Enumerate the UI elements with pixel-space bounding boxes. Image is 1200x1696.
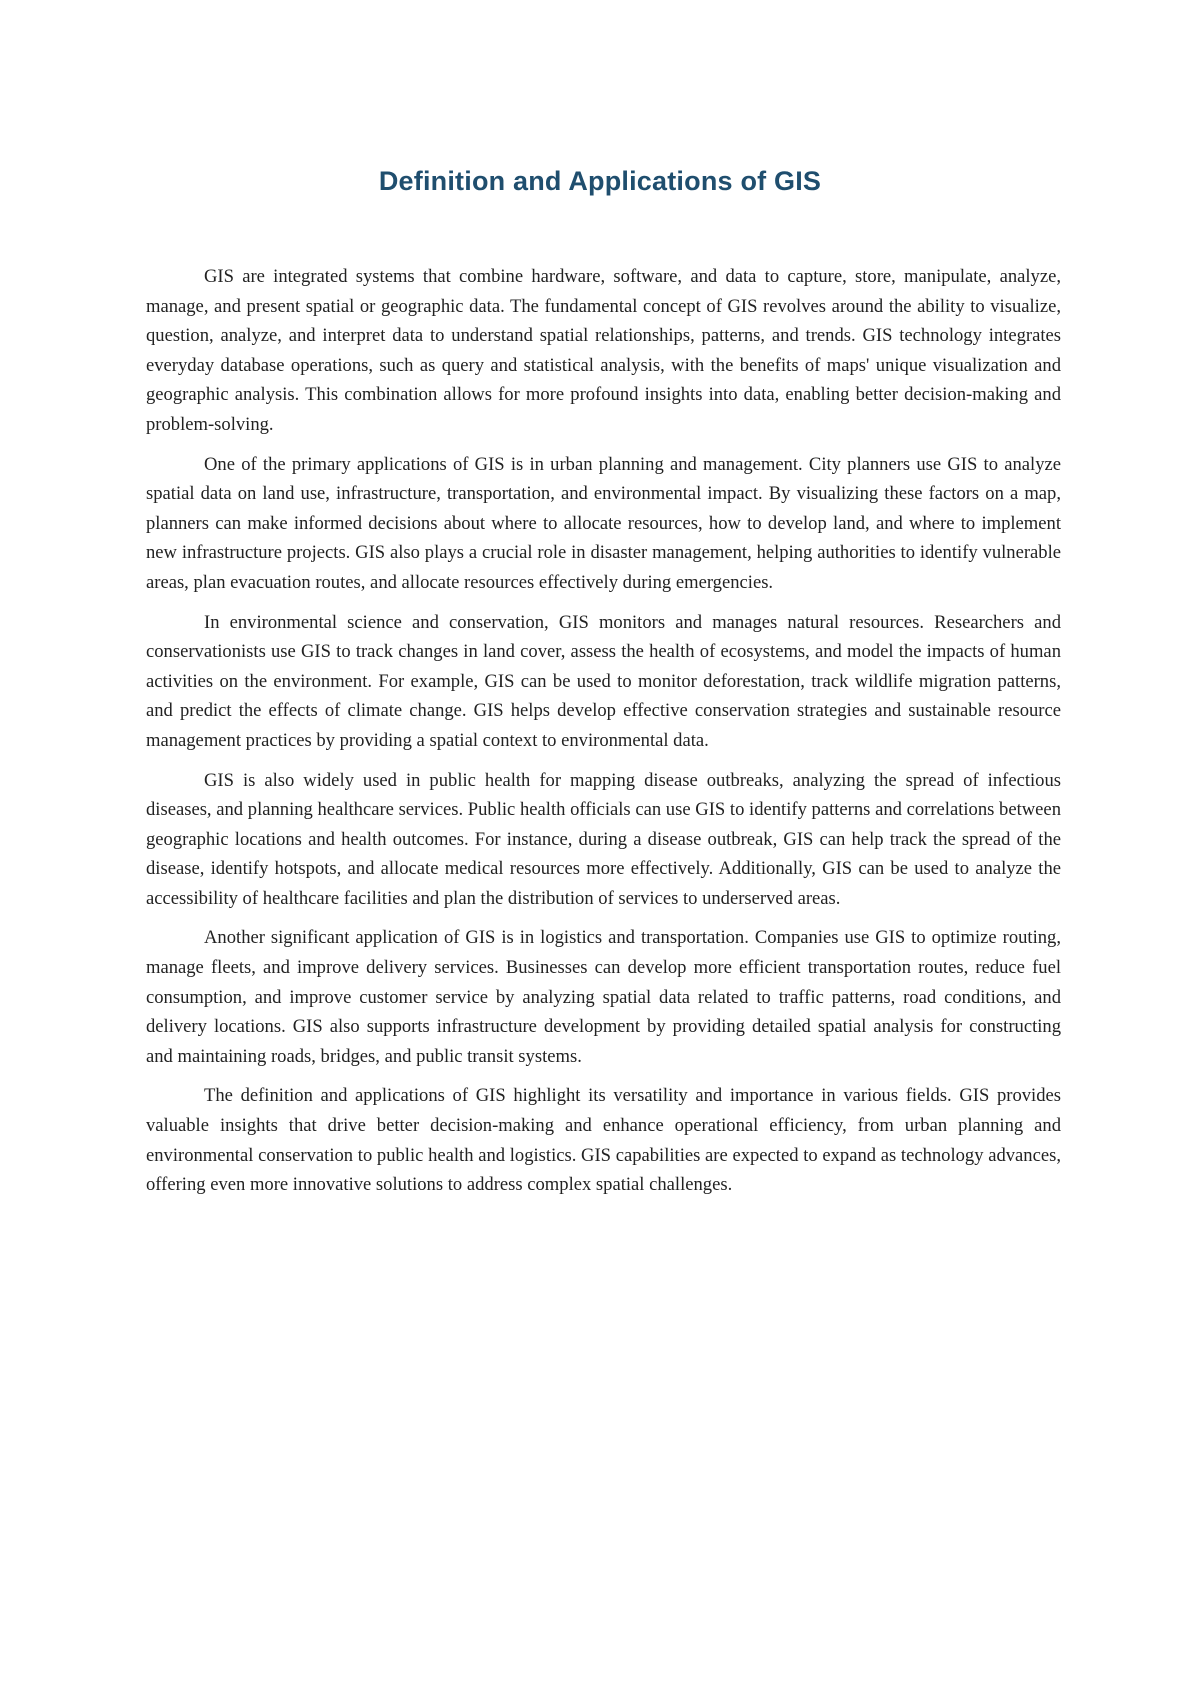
document-body — [146, 262, 1061, 1210]
paragraph-definition: GIS are integrated systems that combine hardware, software, and data to capture, store, manipulate, analyze, manage, and present spatial or geographic data. The fundamental concept of GIS revolves around the ability to visualize, question, analyze, and interpret data to understand spatial relationships, patterns, and trends. GIS technology integrates everyday database operations, such as query and statistical analysis, with the benefits of maps' unique visualization and geographic analysis. This combination allows for more profound insights into data, enabling better decision-making and problem-solving. — [146, 266, 1061, 435]
paragraph-conclusion: The definition and applications of GIS highlight its versatility and importance in various fields. GIS provides valuable insights that drive better decision-making and enhance operational efficiency, from urban planning and environmental conservation to public health and logistics. GIS capabilities are expected to expand as technology advances, offering even more innovative solutions to address complex spatial challenges. — [146, 1085, 1061, 1196]
paragraph-urban-planning: One of the primary applications of GIS is in urban planning and management. City planners use GIS to analyze spatial data on land use, infrastructure, transportation, and environmental impact. By visualizing these factors on a map, planners can make informed decisions about where to allocate resources, how to develop land, and where to implement new infrastructure projects. GIS also plays a crucial role in disaster management, helping authorities to identify vulnerable areas, plan evacuation routes, and allocate resources effectively during emergencies. — [146, 453, 1061, 593]
paragraph-logistics: Another significant application of GIS is in logistics and transportation. Companies use GIS to optimize routing, manage fleets, and improve delivery services. Businesses can develop more efficient transportation routes, reduce fuel consumption, and improve customer service by analyzing spatial data related to traffic patterns, road conditions, and delivery locations. GIS also supports infrastructure development by providing detailed spatial analysis for constructing and maintaining roads, bridges, and public transit systems. — [146, 927, 1061, 1067]
page-title: Definition and Applications of GIS — [378, 166, 822, 196]
paragraph-public-health: GIS is also widely used in public health for mapping disease outbreaks, analyzing the spread of infectious diseases, and planning healthcare services. Public health officials can use GIS to identify patterns and correlations between geographic locations and health outcomes. For instance, during a disease outbreak, GIS can help track the spread of the disease, identify hotspots, and allocate medical resources more effectively. Additionally, GIS can be used to analyze the accessibility of healthcare facilities and plan the distribution of services to underserved areas. — [146, 769, 1061, 909]
paragraph-environmental: In environmental science and conservation, GIS monitors and manages natural resources. Researchers and conservationists use GIS to track changes in land cover, assess the health of ecosystems, and model the impacts of human activities on the environment. For example, GIS can be used to monitor deforestation, track wildlife migration patterns, and predict the effects of climate change. GIS helps develop effective conservation strategies and sustainable resource management practices by providing a spatial context to environmental data. — [146, 611, 1061, 751]
